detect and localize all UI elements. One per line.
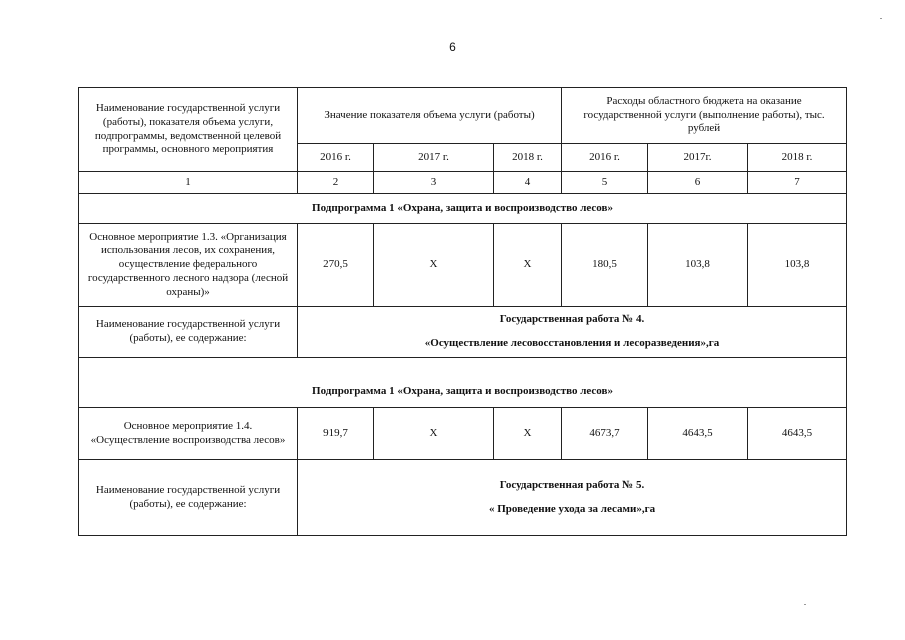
col-number: 7	[748, 172, 847, 194]
measure-1-4-row	[79, 408, 847, 460]
work-4-content: «Осуществление лесовосстановления и лесоразведения»,га	[424, 337, 720, 349]
value-cell: 919,7	[298, 408, 374, 460]
scan-speck	[804, 604, 806, 605]
value-cell: 103,8	[748, 224, 847, 307]
year-volume-2018: 2018 г.	[494, 144, 562, 172]
value-cell: X	[374, 408, 494, 460]
page-number: 6	[449, 40, 456, 54]
work-4-description	[298, 307, 847, 358]
header-expense-cell: Расходы областного бюджета на оказание государственной услуги (выполнение работы), тыс. рублей	[562, 88, 847, 144]
work-5-title: Государственная работа № 5.	[499, 478, 645, 491]
year-expense-2016: 2016 г.	[562, 144, 648, 172]
subprogram-row	[79, 194, 847, 224]
year-volume-2016: 2016 г.	[298, 144, 374, 172]
col-number: 1	[79, 172, 298, 194]
year-expense-2017: 2017г.	[648, 144, 748, 172]
year-volume-2017: 2017 г.	[374, 144, 494, 172]
col-number: 5	[562, 172, 648, 194]
measure-1-3-row	[79, 224, 847, 307]
value-cell: X	[494, 224, 562, 307]
value-cell: X	[374, 224, 494, 307]
measure-1-3-name: Основное мероприятие 1.3. «Организация использования лесов, их сохранения, осуществление федерального государственного лесного надзора (лесной охраны)»	[79, 224, 298, 307]
work-5-label: Наименование государственной услуги (работы), ее содержание:	[79, 460, 298, 536]
subprogram-title: Подпрограмма 1 «Охрана, защита и воспроизводство лесов»	[79, 194, 847, 224]
col-number: 2	[298, 172, 374, 194]
header-name-cell: Наименование государственной услуги (работы), показателя объема услуги, подпрограммы, ведомственной целевой программы, основного мероприятия	[79, 88, 298, 172]
work-4-row	[79, 307, 847, 358]
header-row	[79, 88, 847, 144]
value-cell: 4643,5	[648, 408, 748, 460]
col-number: 3	[374, 172, 494, 194]
column-numbers-row	[79, 172, 847, 194]
value-cell: 4643,5	[748, 408, 847, 460]
work-5-row	[79, 460, 847, 536]
value-cell: X	[494, 408, 562, 460]
work-5-content: « Проведение ухода за лесами»,га	[488, 502, 656, 515]
value-cell: 4673,7	[562, 408, 648, 460]
subprogram-row	[79, 358, 847, 408]
value-cell: 180,5	[562, 224, 648, 307]
col-number: 4	[494, 172, 562, 194]
year-expense-2018: 2018 г.	[748, 144, 847, 172]
spacer	[302, 327, 842, 337]
value-cell: 103,8	[648, 224, 748, 307]
spacer	[302, 493, 842, 503]
measure-1-4-name: Основное мероприятие 1.4. «Осуществление воспроизводства лесов»	[79, 408, 298, 460]
work-4-label: Наименование государственной услуги (работы), ее содержание:	[79, 307, 298, 358]
header-volume-cell: Значение показателя объема услуги (работы)	[298, 88, 562, 144]
work-5-description	[298, 460, 847, 536]
col-number: 6	[648, 172, 748, 194]
value-cell: 270,5	[298, 224, 374, 307]
subprogram-title: Подпрограмма 1 «Охрана, защита и воспроизводство лесов»	[79, 358, 847, 408]
scan-speck	[880, 18, 882, 19]
work-4-title: Государственная работа № 4.	[499, 313, 645, 326]
services-table	[78, 87, 847, 536]
